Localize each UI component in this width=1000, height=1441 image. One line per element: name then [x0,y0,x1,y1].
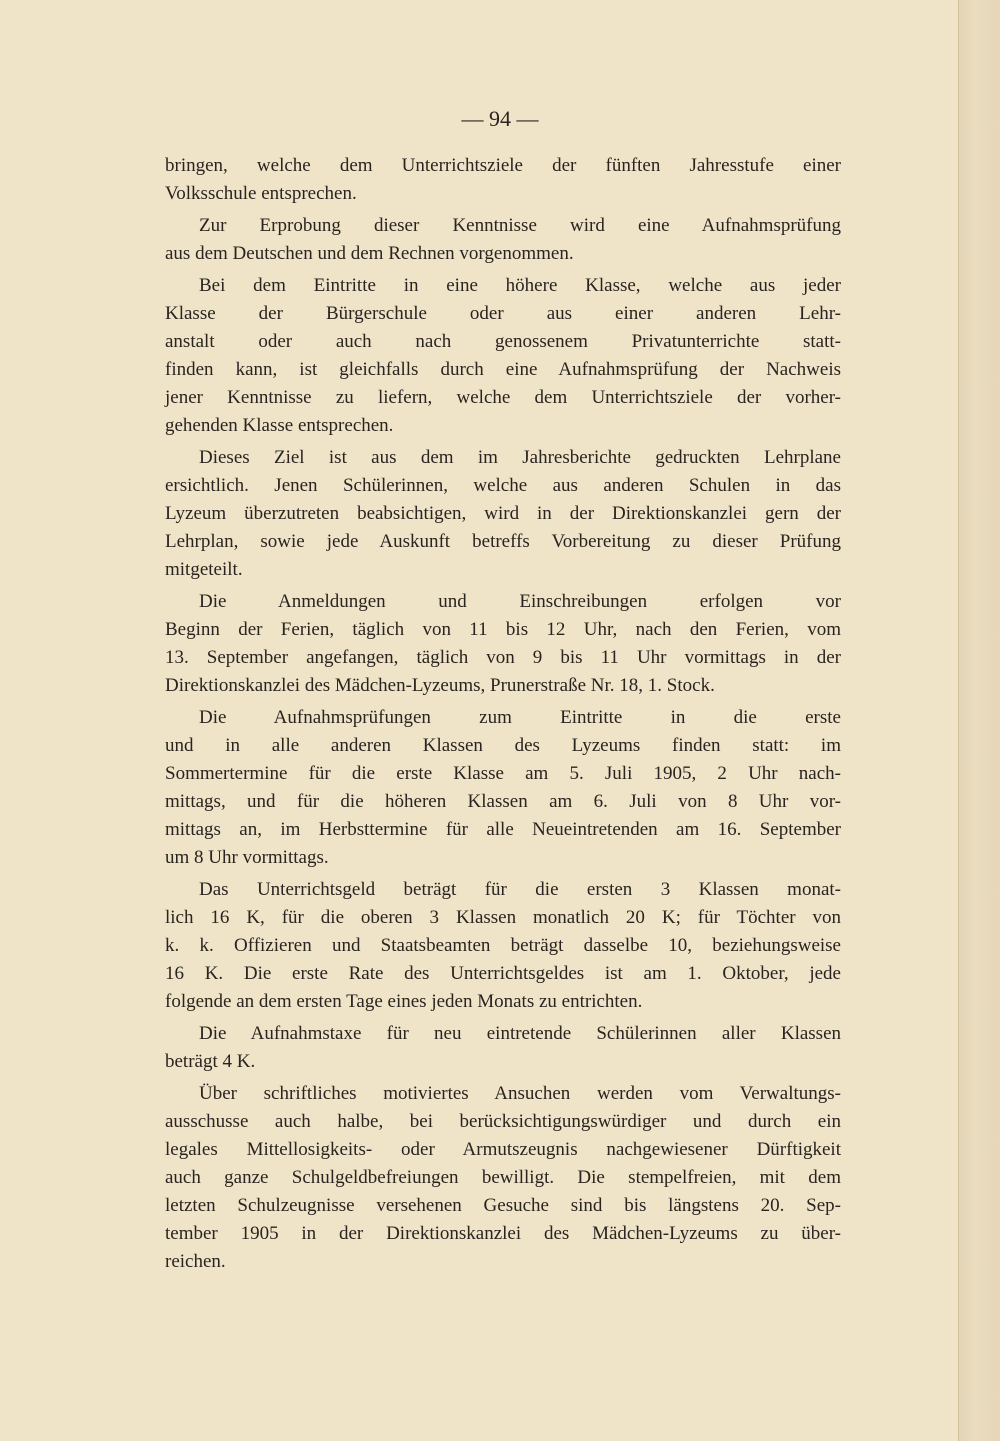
paragraph [165,876,841,1016]
text-line: 16 K. Die erste Rate des Unterrichtsgeldes ist am 1. Oktober, jede [165,963,841,984]
text-line: Direktionskanzlei des Mädchen-Lyzeums, Prunerstraße Nr. 18, 1. Stock. [165,675,715,696]
text-line: Die Anmeldungen und Einschreibungen erfolgen vor [199,591,841,612]
text-line: auch ganze Schulgeldbefreiungen bewilligt. Die stempelfreien, mit dem [165,1167,841,1188]
text-line: 13. September angefangen, täglich von 9 bis 11 Uhr vormittags in der [165,647,841,668]
text-line: ausschusse auch halbe, bei berücksichtigungswürdiger und durch ein [165,1111,841,1132]
text-line: Lehrplan, sowie jede Auskunft betreffs Vorbereitung zu dieser Prüfung [165,531,841,552]
text-line: mittags an, im Herbsttermine für alle Neueintretenden am 16. September [165,819,841,840]
text-line: und in alle anderen Klassen des Lyzeums finden statt: im [165,735,841,756]
paragraph [165,588,841,700]
paragraph [165,152,841,208]
text-line: Über schriftliches motiviertes Ansuchen werden vom Verwaltungs- [199,1083,841,1104]
text-line: Die Aufnahmstaxe für neu eintretende Schülerinnen aller Klassen [199,1023,841,1044]
text-line: Lyzeum überzutreten beabsichtigen, wird in der Direktionskanzlei gern der [165,503,841,524]
text-line: folgende an dem ersten Tage eines jeden Monats zu entrichten. [165,991,643,1012]
paragraph [165,272,841,440]
text-line: aus dem Deutschen und dem Rechnen vorgenommen. [165,243,574,264]
paragraph [165,1080,841,1276]
text-line: tember 1905 in der Direktionskanzlei des Mädchen-Lyzeums zu über- [165,1223,841,1244]
text-line: ersichtlich. Jenen Schülerinnen, welche aus anderen Schulen in das [165,475,841,496]
text-line: Beginn der Ferien, täglich von 11 bis 12 Uhr, nach den Ferien, vom [165,619,841,640]
text-line: Sommertermine für die erste Klasse am 5. Juli 1905, 2 Uhr nach- [165,763,841,784]
text-line: legales Mittellosigkeits- oder Armutszeugnis nachgewiesener Dürftigkeit [165,1139,841,1160]
body-text [165,152,841,1280]
text-line: anstalt oder auch nach genossenem Privatunterrichte statt- [165,331,841,352]
text-line: Dieses Ziel ist aus dem im Jahresberichte gedruckten Lehrplane [199,447,841,468]
text-line: gehenden Klasse entsprechen. [165,415,394,436]
text-line: k. k. Offizieren und Staatsbeamten beträgt dasselbe 10, beziehungsweise [165,935,841,956]
page-edge-shadow [958,0,1000,1441]
text-line: Bei dem Eintritte in eine höhere Klasse, welche aus jeder [199,275,841,296]
page-number: — 94 — [461,106,539,131]
paragraph [165,212,841,268]
text-line: Die Aufnahmsprüfungen zum Eintritte in die erste [199,707,841,728]
text-line: mitgeteilt. [165,559,243,580]
text-line: um 8 Uhr vormittags. [165,847,329,868]
text-line: bringen, welche dem Unterrichtsziele der fünften Jahresstufe einer [165,155,841,176]
paragraph [165,704,841,872]
text-line: reichen. [165,1251,226,1272]
text-line: Klasse der Bürgerschule oder aus einer anderen Lehr- [165,303,841,324]
text-line: Volksschule entsprechen. [165,183,357,204]
page-fold-line [958,0,959,1441]
text-line: jener Kenntnisse zu liefern, welche dem Unterrichtsziele der vorher- [165,387,841,408]
paragraph [165,444,841,584]
text-line: mittags, und für die höheren Klassen am 6. Juli von 8 Uhr vor- [165,791,841,812]
text-line: finden kann, ist gleichfalls durch eine Aufnahmsprüfung der Nachweis [165,359,841,380]
text-line: beträgt 4 K. [165,1051,256,1072]
text-line: letzten Schulzeugnisse versehenen Gesuche sind bis längstens 20. Sep- [165,1195,841,1216]
paragraph [165,1020,841,1076]
text-line: Zur Erprobung dieser Kenntnisse wird eine Aufnahmsprüfung [199,215,841,236]
text-line: lich 16 K, für die oberen 3 Klassen monatlich 20 K; für Töchter von [165,907,841,928]
text-line: Das Unterrichtsgeld beträgt für die ersten 3 Klassen monat- [199,879,841,900]
